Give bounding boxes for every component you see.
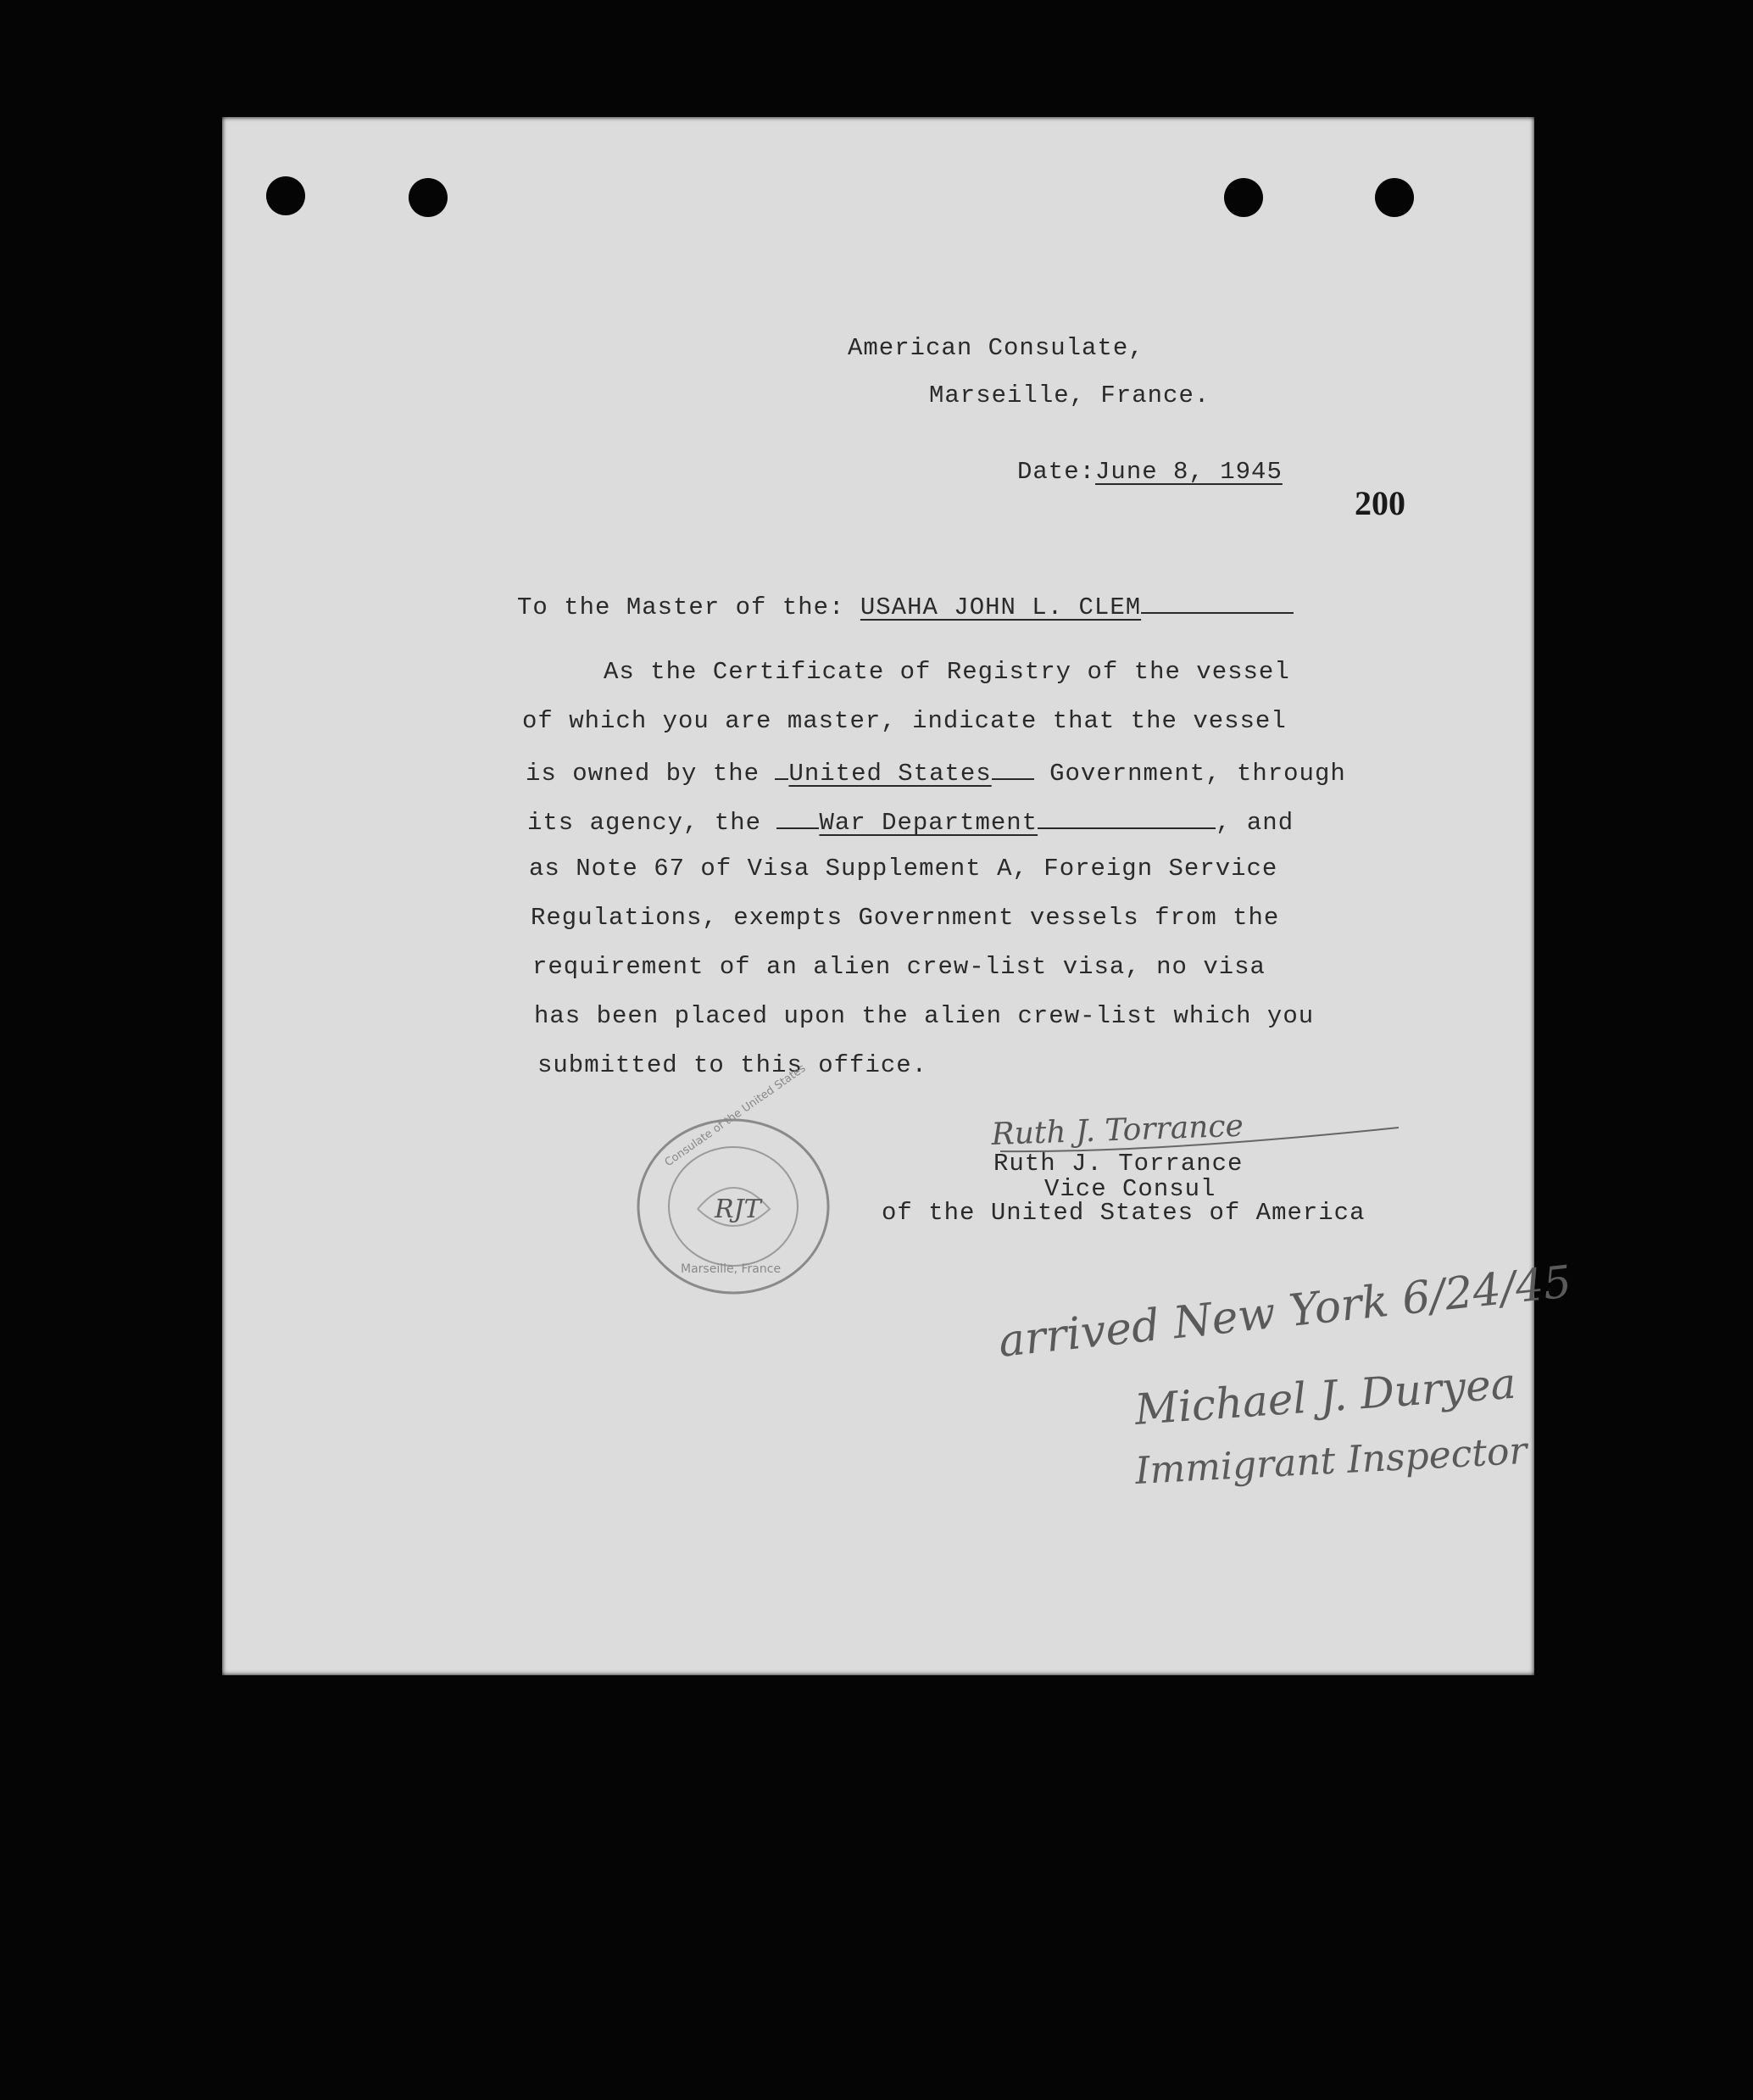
body-text: its agency, the (527, 809, 762, 837)
punch-hole (1375, 178, 1414, 217)
consulate-name: American Consulate, (848, 334, 1144, 362)
date-line (1017, 458, 1283, 486)
body-line: Regulations, exempts Government vessels from the (531, 904, 1280, 932)
body-line: requirement of an alien crew-list visa, no visa (532, 953, 1266, 981)
date-label: Date: (1017, 458, 1096, 486)
signatory-name: Ruth J. Torrance (993, 1150, 1244, 1178)
signatory-country: of the United States of America (882, 1199, 1366, 1227)
body-line: As the Certificate of Registry of the vessel (604, 658, 1290, 686)
body-line (526, 756, 1346, 788)
date-value: June 8, 1945 (1095, 458, 1283, 486)
punch-hole (1224, 178, 1263, 217)
owner-value: United States (788, 760, 992, 788)
agency-value: War Department (819, 809, 1038, 837)
body-line: of which you are master, indicate that the vessel (522, 707, 1287, 735)
punch-hole (409, 178, 448, 217)
address-label: To the Master of the: (517, 593, 845, 621)
body-line: as Note 67 of Visa Supplement A, Foreign Service (529, 855, 1278, 883)
body-line: submitted to this office. (537, 1051, 928, 1079)
consulate-location: Marseille, France. (929, 382, 1210, 409)
arrival-annotation (983, 1256, 1574, 1509)
body-text: , and (1216, 809, 1294, 837)
svg-text:Marseille, France: Marseille, France (681, 1262, 782, 1276)
svg-text:Consulate of the United States: Consulate of the United States (662, 1061, 809, 1170)
punch-hole (266, 176, 305, 215)
address-line (517, 590, 1294, 621)
svg-text:arrived New York 6/24/45: arrived New York 6/24/45 (996, 1256, 1574, 1368)
body-text: Government, through (1049, 760, 1346, 788)
svg-text:RJT: RJT (715, 1195, 761, 1224)
svg-text:Michael J. Duryea: Michael J. Duryea (1132, 1358, 1518, 1434)
page-stamp-number: 200 (1355, 484, 1405, 522)
svg-text:Ruth J. Torrance: Ruth J. Torrance (990, 1108, 1244, 1152)
body-line (527, 805, 1294, 837)
svg-text:Immigrant Inspector: Immigrant Inspector (1133, 1429, 1528, 1493)
vessel-name: USAHA JOHN L. CLEM (860, 593, 1142, 621)
consular-seal (634, 1061, 832, 1297)
body-text: is owned by the (526, 760, 760, 788)
body-line: has been placed upon the alien crew-list which you (534, 1002, 1315, 1030)
signatory-title: Vice Consul (1044, 1175, 1216, 1203)
